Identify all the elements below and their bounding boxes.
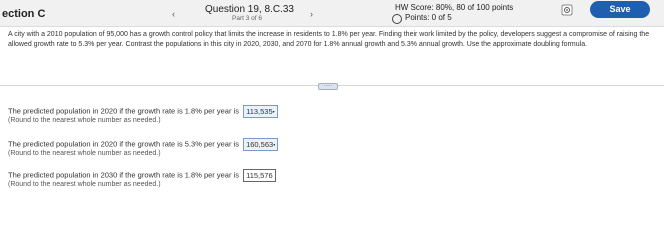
problem-statement: A city with a 2010 population of 95,000 has a growth control policy that limits the increase in residents to 1.8% per year. Finding their work limited by the policy, developers suggest a compromise of raising the allowed growth rate to 5.3% per year. Contrast the populations in this city in 2020, 2030, and 2070 for 1.8% annual growth and 5.3% annual growth. Use the approximate doubling formula. [8,31,650,48]
answer-prompt: The predicted population in 2020 if the growth rate is 1.8% per year is [8,106,239,116]
answer-hint: (Round to the nearest whole number as needed.) [8,150,161,157]
points-label: Points: 0 of 5 [405,13,452,22]
expand-more-button[interactable]: ····· [318,83,338,90]
answer-hint: (Round to the nearest whole number as needed.) [8,117,161,124]
section-title: ection C [2,8,46,20]
question-part: Part 3 of 6 [232,15,262,22]
question-title: Question 19, 8.C.33 [205,4,294,15]
answer-hint: (Round to the nearest whole number as needed.) [8,181,161,188]
chevron-left-icon[interactable]: ‹ [172,9,175,19]
chevron-right-icon[interactable]: › [310,9,313,19]
save-button[interactable]: Save [590,1,650,18]
gear-icon[interactable] [561,4,573,16]
hw-score: HW Score: 80%, 80 of 100 points [395,3,514,12]
answer-prompt: The predicted population in 2030 if the growth rate is 1.8% per year is [8,170,239,180]
top-bar [0,0,664,27]
answer-input[interactable]: 160,563▾ [243,138,278,151]
answer-input[interactable]: 115,576 [243,169,276,182]
answer-prompt: The predicted population in 2020 if the growth rate is 5.3% per year is [8,139,239,149]
answer-input[interactable]: 113,535▾ [243,105,278,118]
caret-icon: ▾ [272,109,275,114]
caret-icon: ▾ [273,142,276,147]
circle-icon [392,14,402,24]
